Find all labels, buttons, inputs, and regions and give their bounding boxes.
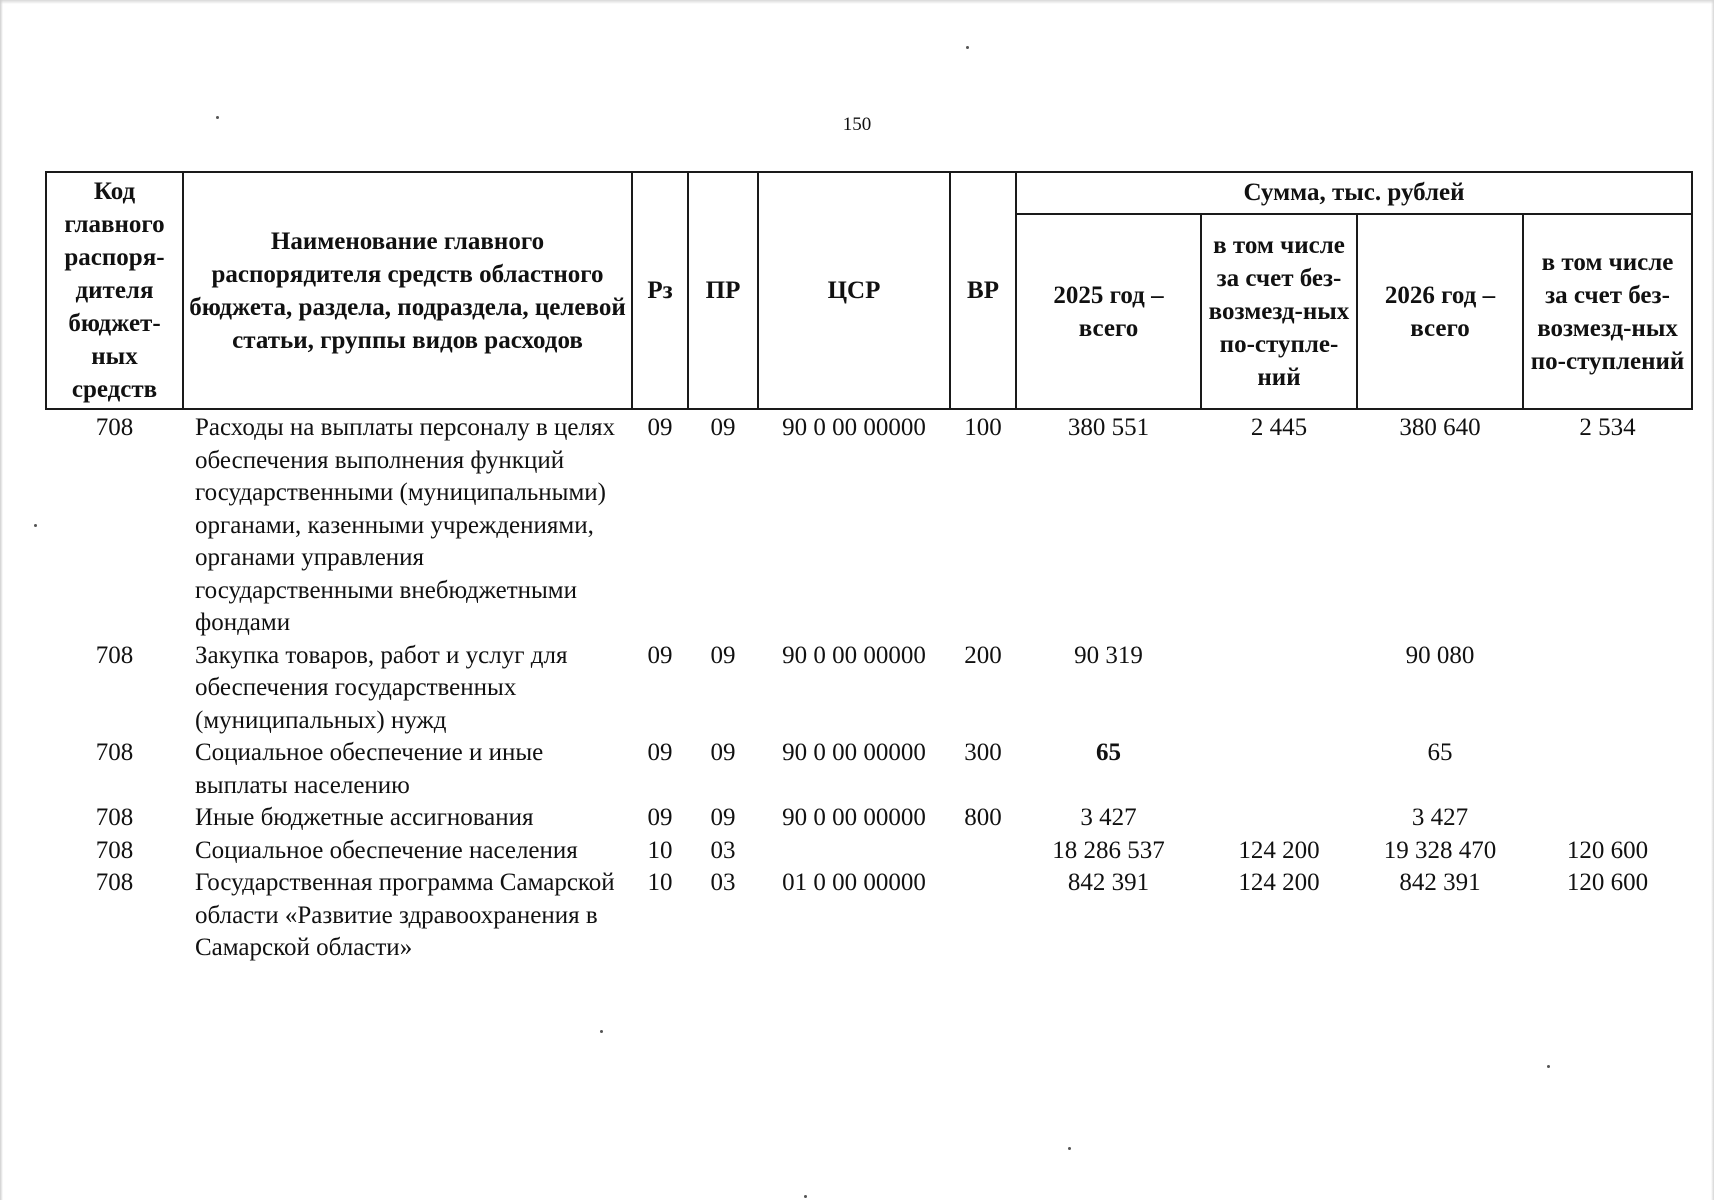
header-2025-total: 2025 год – всего <box>1016 214 1201 409</box>
header-code: Код главного распоря-дителя бюджет-ных средств <box>46 172 183 409</box>
header-2025-gratuitous: в том числе за счет без-возмезд-ных по-ступле-ний <box>1201 214 1357 409</box>
cell-2026-total: 65 <box>1427 739 1453 766</box>
header-row-top <box>46 172 1692 214</box>
page-number: 150 <box>842 114 872 135</box>
cell-2026-total: 19 328 470 <box>1383 836 1497 864</box>
cell-code: 708 <box>95 641 134 669</box>
cell-vr: 100 <box>964 414 1002 441</box>
cell-name: Государственная программа Самарской области «Развитие здравоохранения в Самарской области» <box>195 869 615 961</box>
scan-speck <box>216 116 219 119</box>
cell-code: 708 <box>95 869 134 896</box>
cell-2026-total: 842 391 <box>1399 869 1481 896</box>
table-row <box>46 409 1692 640</box>
cell-2025-gratuitous: 2 445 <box>1250 414 1308 441</box>
header-pr: ПР <box>688 172 758 409</box>
cell-pr: 03 <box>710 836 736 864</box>
table-row <box>46 867 1692 965</box>
cell-code: 708 <box>95 804 134 831</box>
cell-pr: 09 <box>710 414 736 441</box>
scan-speck <box>1547 1065 1550 1068</box>
header-name: Наименование главного распорядителя средств областного бюджета, раздела, подраздела, целевой статьи, группы видов расходов <box>183 172 632 409</box>
cell-rz: 09 <box>647 739 673 766</box>
scan-speck <box>34 524 37 527</box>
cell-csr: 90 0 00 00000 <box>782 804 926 831</box>
table-header <box>46 172 1692 409</box>
cell-2025-total: 380 551 <box>1067 414 1150 441</box>
cell-2025-total: 3 427 <box>1080 804 1137 831</box>
cell-2025-total: 842 391 <box>1067 869 1150 896</box>
cell-pr: 09 <box>710 804 736 831</box>
cell-2026-gratuitous <box>1523 640 1692 738</box>
header-rz: Рз <box>632 172 688 409</box>
cell-rz: 09 <box>647 641 673 669</box>
scan-speck <box>966 46 969 49</box>
cell-pr: 09 <box>710 739 736 766</box>
cell-csr: 90 0 00 00000 <box>782 414 926 441</box>
cell-code: 708 <box>95 739 134 766</box>
cell-2026-gratuitous: 120 600 <box>1566 836 1649 864</box>
cell-2025-total: 90 319 <box>1074 641 1143 669</box>
header-vr: ВР <box>950 172 1016 409</box>
cell-vr: 800 <box>964 804 1002 831</box>
cell-vr <box>950 867 1016 965</box>
cell-2025-gratuitous: 124 200 <box>1238 836 1320 864</box>
cell-csr: 90 0 00 00000 <box>782 641 926 669</box>
table-body <box>46 409 1692 965</box>
cell-csr: 01 0 00 00000 <box>782 869 926 896</box>
cell-rz: 09 <box>647 414 673 441</box>
header-2026-gratuitous: в том числе за счет без-возмезд-ных по-ступлений <box>1523 214 1692 409</box>
table-row <box>46 737 1692 802</box>
cell-2026-gratuitous <box>1523 737 1692 802</box>
cell-vr: 200 <box>964 641 1002 669</box>
cell-rz: 10 <box>647 869 673 896</box>
cell-csr: 90 0 00 00000 <box>782 739 926 766</box>
table-row <box>46 802 1692 835</box>
scan-speck <box>804 1195 807 1198</box>
cell-2026-total: 380 640 <box>1399 414 1481 441</box>
header-csr: ЦСР <box>758 172 950 409</box>
cell-2026-gratuitous <box>1523 802 1692 835</box>
cell-2025-total: 65 <box>1096 739 1121 766</box>
cell-vr: 300 <box>964 739 1002 766</box>
cell-name: Расходы на выплаты персоналу в целях обеспечения выполнения функций государственными (муниципальными) органами, казенными учреждениями, органами управления государственными внебюджетными фондами <box>195 414 615 636</box>
cell-2025-gratuitous <box>1201 640 1357 738</box>
cell-2026-total: 3 427 <box>1411 804 1469 831</box>
cell-vr <box>950 835 1016 868</box>
cell-code: 708 <box>95 836 134 864</box>
cell-rz: 09 <box>647 804 673 831</box>
scan-edge-top <box>0 0 1714 4</box>
cell-2026-total: 90 080 <box>1405 641 1475 669</box>
header-sum-group: Сумма, тыс. рублей <box>1016 172 1692 214</box>
budget-table <box>45 171 1693 965</box>
cell-name: Закупка товаров, работ и услуг для обеспечения государственных (муниципальных) нужд <box>195 641 568 734</box>
scan-speck <box>600 1030 603 1033</box>
cell-pr: 03 <box>710 869 736 896</box>
cell-2026-gratuitous: 120 600 <box>1566 869 1649 896</box>
scan-speck <box>1068 1147 1071 1150</box>
cell-csr <box>758 835 950 868</box>
cell-rz: 10 <box>647 836 673 864</box>
scan-edge-left <box>0 0 3 1200</box>
table-row <box>46 835 1692 868</box>
cell-2026-gratuitous: 2 534 <box>1579 414 1636 441</box>
cell-2025-total: 18 286 537 <box>1052 836 1165 864</box>
cell-pr: 09 <box>710 641 736 669</box>
cell-name: Социальное обеспечение населения <box>195 836 578 864</box>
cell-name: Социальное обеспечение и иные выплаты населению <box>195 739 544 799</box>
cell-name: Иные бюджетные ассигнования <box>195 804 534 831</box>
cell-code: 708 <box>95 414 134 441</box>
cell-2025-gratuitous <box>1201 802 1357 835</box>
cell-2025-gratuitous: 124 200 <box>1238 869 1320 896</box>
table-row <box>46 640 1692 738</box>
cell-2025-gratuitous <box>1201 737 1357 802</box>
header-2026-total: 2026 год – всего <box>1357 214 1523 409</box>
